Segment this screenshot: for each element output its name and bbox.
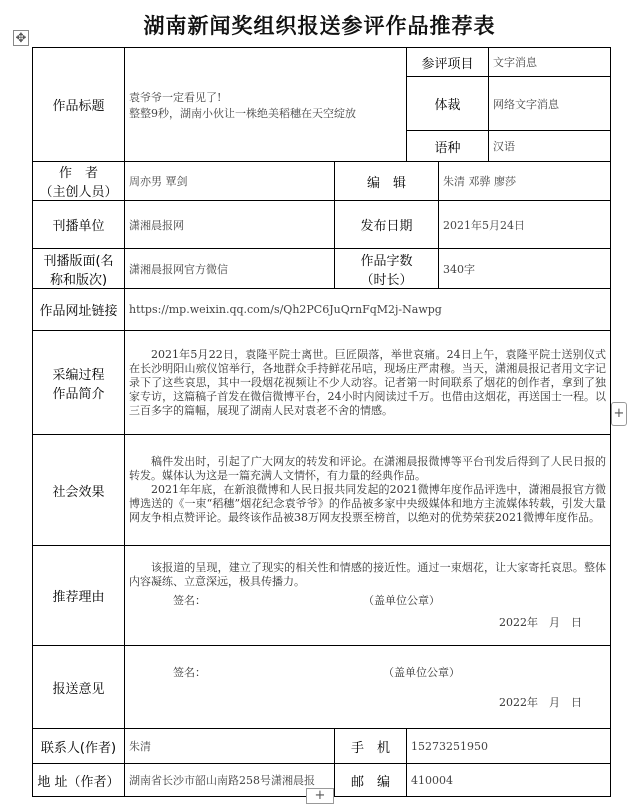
genre-label: 体裁 — [407, 77, 489, 131]
address-value[interactable]: 湖南省长沙市韶山南路258号潇湘晨报 — [125, 764, 335, 797]
opinion-value[interactable] — [125, 646, 611, 729]
genre-value[interactable]: 网络文字消息 — [489, 77, 611, 131]
edition-value[interactable]: 潇湘晨报网官方微信 — [125, 249, 335, 289]
publish-date-value[interactable]: 2021年5月24日 — [439, 201, 611, 249]
publisher-value[interactable]: 潇湘晨报网 — [125, 201, 335, 249]
work-title-value[interactable]: 袁爷爷一定看见了! 整整9秒，湖南小伙让一株绝美稻穗在天空绽放 — [125, 48, 407, 162]
process-label: 采编过程 作品简介 — [33, 331, 125, 435]
contact-label: 联系人(作者) — [33, 729, 125, 764]
publish-date-label: 发布日期 — [335, 201, 439, 249]
word-count-label: 作品字数 （时长） — [335, 249, 439, 289]
url-label: 作品网址链接 — [33, 289, 125, 331]
reason-date: 2022年 月 日 — [499, 616, 583, 629]
word-count-value[interactable]: 340字 — [439, 249, 611, 289]
effect-label: 社会效果 — [33, 435, 125, 546]
process-value[interactable]: 2021年5月22日，袁隆平院士离世。巨匠陨落，举世哀痛。24日上午，袁隆平院士送别仪式在长沙明阳山殡仪馆举行，各地群众手持鲜花吊唁，现场庄严肃穆。当天，潇湘晨报记者用文字记录下了这些哀思，其中一段烟花视频让不少人动容。记者第一时间联系了烟花的创作者，拿到了独家专访，这篇稿子首发在微信微博平台，24小时内阅读过千万。也借由这烟花，再送国士一程。以三百多字的篇幅，展现了湖南人民对袁老不舍的情感。 — [125, 331, 611, 435]
address-label: 地 址（作者） — [33, 764, 125, 797]
effect-value[interactable]: 稿件发出时，引起了广大网友的转发和评论。在潇湘晨报微博等平台刊发后得到了人民日报的转发。媒体认为这是一篇充满人文情怀，有力量的经典作品。 2021年年底，在新浪微博和人民日报共同发起的2021微博年度作品评选中，潇湘晨报官方微博选送的《一束“稻穗”烟花纪念袁爷爷》的作品被多家中央级媒体和地方主流媒体转载，引发大量网友争相点赞评论。最终该作品被38万网友投票至榜首，以绝对的优势荣获2021微博年度作品。 — [125, 435, 611, 546]
opinion-sign-label: 签名： — [173, 666, 206, 679]
sign-label: 签名： — [173, 594, 206, 607]
opinion-date: 2022年 月 日 — [499, 696, 583, 709]
table-move-icon[interactable]: ✥ — [13, 30, 29, 46]
add-row-plus-icon[interactable]: + — [306, 788, 334, 804]
postcode-value[interactable]: 410004 — [407, 764, 611, 797]
contact-value[interactable]: 朱清 — [125, 729, 335, 764]
editor-label: 编 辑 — [335, 162, 439, 201]
opinion-label: 报送意见 — [33, 646, 125, 729]
language-value[interactable]: 汉语 — [489, 131, 611, 162]
page-title: 湖南新闻奖组织报送参评作品推荐表 — [143, 14, 496, 38]
reason-value[interactable]: 该报道的呈现，建立了现实的相关性和情感的接近性。通过一束烟花，让大家寄托哀思。整体内容凝练、立意深远，极具传播力。 签名： （盖单位公章） 2022年 月 日 — [125, 546, 611, 646]
recommendation-table — [32, 47, 611, 797]
edition-label: 刊播版面(名 称和版次) — [33, 249, 125, 289]
work-title-label: 作品标题 — [33, 48, 125, 162]
author-value[interactable]: 周亦男 覃剑 — [125, 162, 335, 201]
category-value[interactable]: 文字消息 — [489, 48, 611, 77]
editor-value[interactable]: 朱清 邓骅 廖莎 — [439, 162, 611, 201]
opinion-stamp-label: （盖单位公章） — [383, 666, 460, 679]
author-label: 作 者 （主创人员） — [33, 162, 125, 201]
postcode-label: 邮 编 — [335, 764, 407, 797]
publisher-label: 刊播单位 — [33, 201, 125, 249]
phone-label: 手 机 — [335, 729, 407, 764]
add-column-plus-icon[interactable]: + — [611, 402, 627, 426]
reason-label: 推荐理由 — [33, 546, 125, 646]
phone-value[interactable]: 15273251950 — [407, 729, 611, 764]
url-value[interactable]: https://mp.weixin.qq.com/s/Qh2PC6JuQrnFqM2j-Nawpg — [125, 289, 611, 331]
language-label: 语种 — [407, 131, 489, 162]
category-label: 参评项目 — [407, 48, 489, 77]
stamp-label: （盖单位公章） — [363, 594, 440, 607]
